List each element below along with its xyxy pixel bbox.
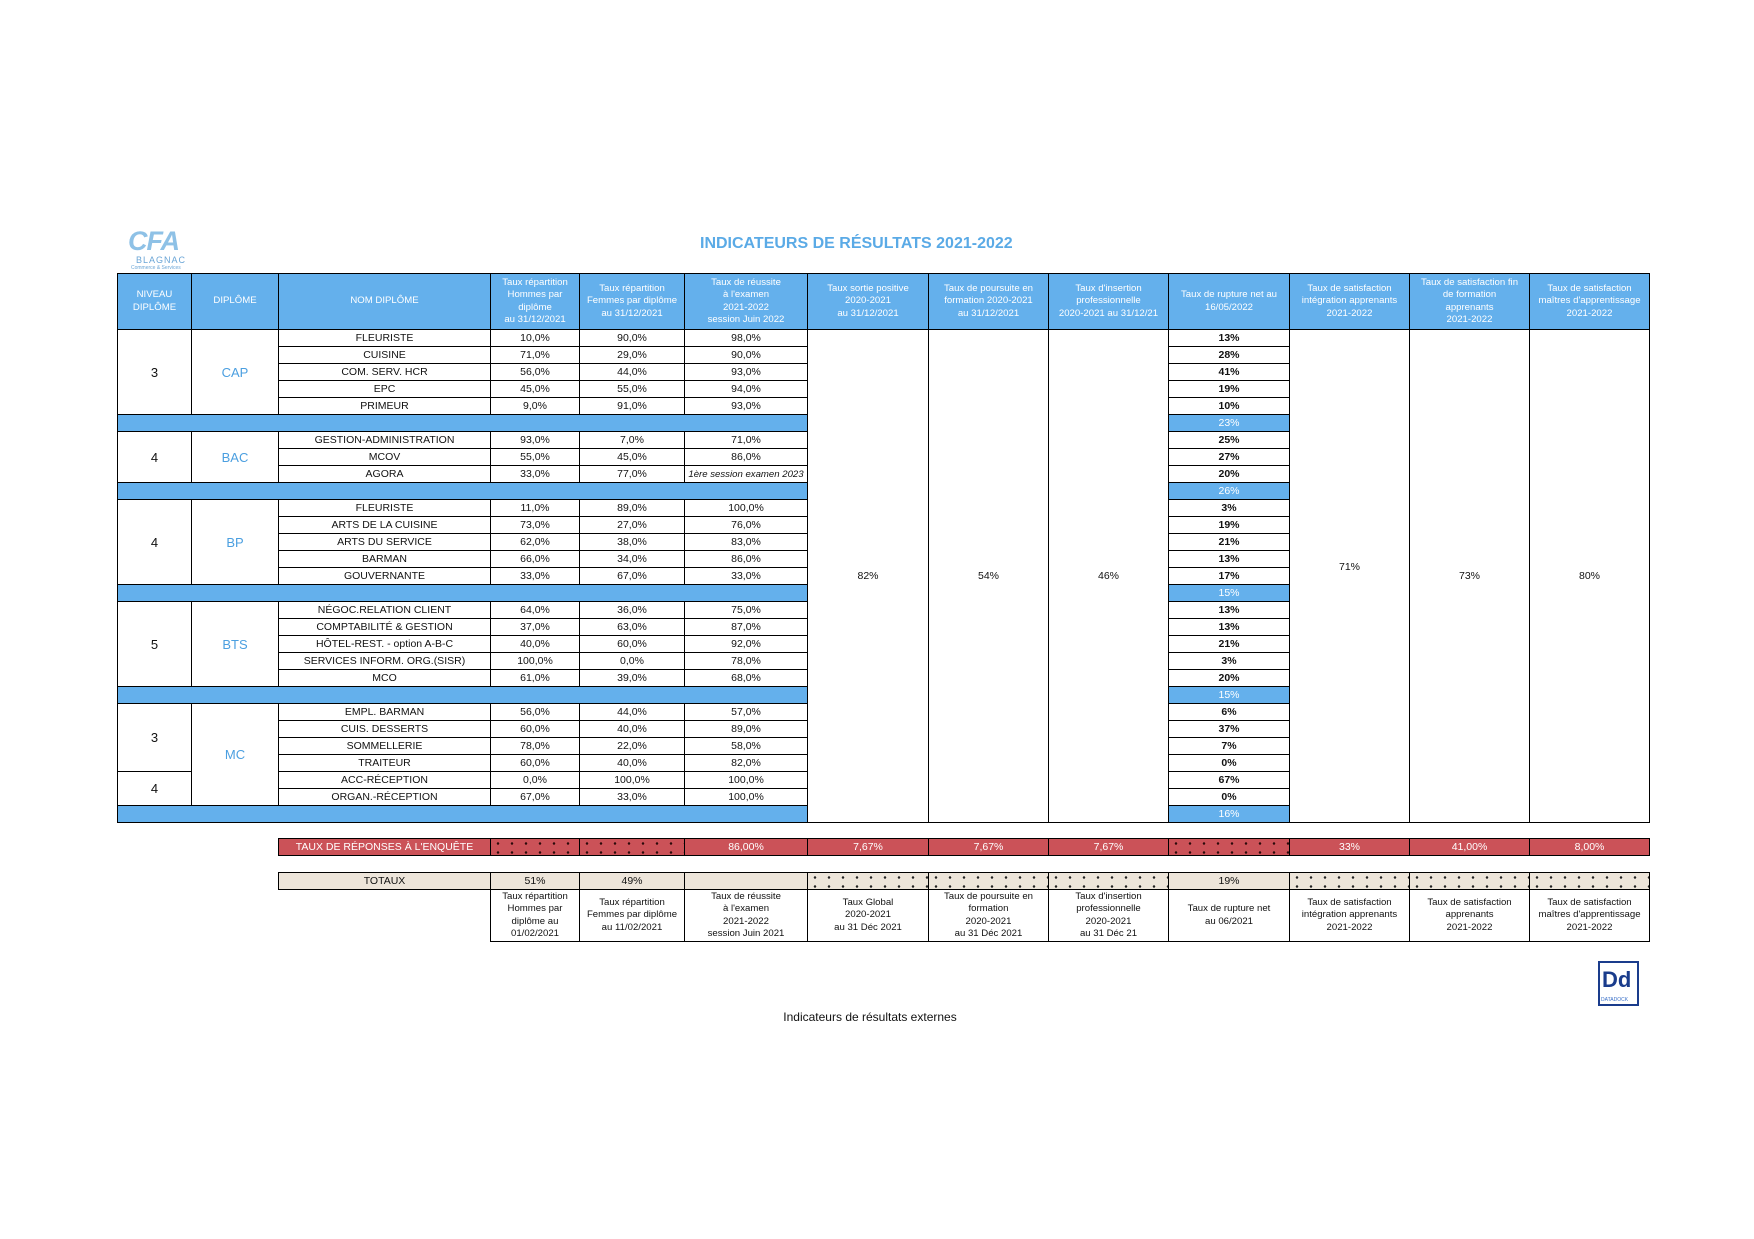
diploma-name: FLEURISTE [278,329,491,347]
column-header: Taux de satisfaction maîtres d'apprentissage 2021-2022 [1529,273,1650,330]
women-rate: 91,0% [579,397,685,415]
success-rate: 71,0% [684,431,808,449]
success-rate: 83,0% [684,533,808,551]
dropout-rate: 0% [1168,788,1290,806]
success-rate: 86,0% [684,448,808,466]
men-rate: 60,0% [490,720,580,738]
dropout-rate: 27% [1168,448,1290,466]
women-rate: 36,0% [579,601,685,619]
column-header: Taux de rupture net au 16/05/2022 [1168,273,1290,330]
success-rate: 1ère session examen 2023 [684,465,808,483]
bottom-header: Taux de poursuite en formation 2020-2021 au 31 Déc 2021 [928,889,1049,942]
dropout-rate: 10% [1168,397,1290,415]
diploma-name: ORGAN.-RÉCEPTION [278,788,491,806]
success-rate: 93,0% [684,363,808,381]
dropout-rate: 17% [1168,567,1290,585]
women-rate: 67,0% [579,567,685,585]
success-rate: 92,0% [684,635,808,653]
level-cell: 4 [117,499,192,585]
men-rate: 55,0% [490,448,580,466]
women-rate: 40,0% [579,720,685,738]
group-dropout-subtotal: 16% [1168,805,1290,823]
men-rate: 33,0% [490,465,580,483]
diploma-name: AGORA [278,465,491,483]
diploma-name: COM. SERV. HCR [278,363,491,381]
diploma-name: CUISINE [278,346,491,364]
dropout-rate: 25% [1168,431,1290,449]
datadock-badge [1598,961,1639,1006]
totals-empty-cell [1529,872,1650,890]
men-rate: 71,0% [490,346,580,364]
dropout-rate: 19% [1168,516,1290,534]
diploma-name: MCOV [278,448,491,466]
column-header: NOM DIPLÔME [278,273,491,330]
survey-response-label: TAUX DE RÉPONSES À L'ENQUÊTE [278,838,491,856]
group-separator [117,414,808,432]
survey-empty-cell [579,838,685,856]
totals-empty-cell [684,872,808,890]
diploma-name: GOUVERNANTE [278,567,491,585]
bottom-header: Taux Global 2020-2021 au 31 Déc 2021 [807,889,929,942]
column-header: NIVEAU DIPLÔME [117,273,192,330]
diploma-name: HÔTEL-REST. - option A-B-C [278,635,491,653]
master-satisfaction: 80% [1529,329,1650,823]
men-rate: 56,0% [490,703,580,721]
level-cell: 4 [117,431,192,483]
men-rate: 37,0% [490,618,580,636]
logo-main: CFA [128,226,179,256]
diploma-name: MCO [278,669,491,687]
bottom-header: Taux d'insertion professionnelle 2020-2021 au 31 Déc 21 [1048,889,1169,942]
men-rate: 56,0% [490,363,580,381]
column-header: Taux sortie positive 2020-2021 au 31/12/2021 [807,273,929,330]
men-rate: 40,0% [490,635,580,653]
diploma-name: ARTS DE LA CUISINE [278,516,491,534]
diploma-type: MC [191,703,279,806]
group-dropout-subtotal: 23% [1168,414,1290,432]
column-header: Taux de satisfaction intégration apprenants 2021-2022 [1289,273,1410,330]
success-rate: 82,0% [684,754,808,772]
column-header: Taux de poursuite en formation 2020-2021 au 31/12/2021 [928,273,1049,330]
women-rate: 90,0% [579,329,685,347]
success-rate: 57,0% [684,703,808,721]
success-rate: 78,0% [684,652,808,670]
men-rate: 9,0% [490,397,580,415]
women-rate: 40,0% [579,754,685,772]
survey-end-training: 41,00% [1409,838,1530,856]
men-rate: 0,0% [490,771,580,789]
diploma-name: SOMMELLERIE [278,737,491,755]
dropout-rate: 13% [1168,329,1290,347]
diploma-name: COMPTABILITÉ & GESTION [278,618,491,636]
dropout-rate: 13% [1168,618,1290,636]
survey-masters: 8,00% [1529,838,1650,856]
survey-empty-cell [490,838,580,856]
bottom-header: Taux de satisfaction intégration apprenants 2021-2022 [1289,889,1410,942]
totals-empty-cell [1289,872,1410,890]
group-dropout-subtotal: 15% [1168,584,1290,602]
dropout-rate: 67% [1168,771,1290,789]
bottom-header: Taux de satisfaction maîtres d'apprentissage 2021-2022 [1529,889,1650,942]
end-training-satisfaction: 73% [1409,329,1530,823]
men-rate: 61,0% [490,669,580,687]
women-rate: 100,0% [579,771,685,789]
men-rate: 45,0% [490,380,580,398]
diploma-name: EPC [278,380,491,398]
survey-continued: 7,67% [928,838,1049,856]
diploma-name: ACC-RÉCEPTION [278,771,491,789]
dropout-rate: 37% [1168,720,1290,738]
totals-empty-cell [1048,872,1169,890]
women-rate: 60,0% [579,635,685,653]
page-title: INDICATEURS DE RÉSULTATS 2021-2022 [700,235,1013,252]
men-rate: 66,0% [490,550,580,568]
women-rate: 27,0% [579,516,685,534]
dropout-rate: 13% [1168,550,1290,568]
totals-dropout: 19% [1168,872,1290,890]
diploma-type: BP [191,499,279,585]
women-rate: 39,0% [579,669,685,687]
success-rate: 76,0% [684,516,808,534]
women-rate: 38,0% [579,533,685,551]
bottom-header: Taux répartition Femmes par diplôme au 11/02/2021 [579,889,685,942]
success-rate: 58,0% [684,737,808,755]
group-separator [117,686,808,704]
bottom-header: Taux de réussite à l'examen 2021-2022 session Juin 2021 [684,889,808,942]
column-header: Taux répartition Femmes par diplôme au 31/12/2021 [579,273,685,330]
success-rate: 87,0% [684,618,808,636]
bottom-header: Taux répartition Hommes par diplôme au 01/02/2021 [490,889,580,942]
footer-caption: Indicateurs de résultats externes [783,1010,957,1024]
group-dropout-subtotal: 15% [1168,686,1290,704]
diploma-name: TRAITEUR [278,754,491,772]
dropout-rate: 19% [1168,380,1290,398]
diploma-type: CAP [191,329,279,415]
level-cell: 3 [117,703,192,772]
bottom-header: Taux de satisfaction apprenants 2021-2022 [1409,889,1530,942]
dropout-rate: 21% [1168,635,1290,653]
success-rate: 33,0% [684,567,808,585]
column-header: Taux de satisfaction fin de formation apprenants 2021-2022 [1409,273,1530,330]
totals-empty-cell [928,872,1049,890]
survey-integration: 33% [1289,838,1410,856]
success-rate: 93,0% [684,397,808,415]
survey-success: 86,00% [684,838,808,856]
men-rate: 93,0% [490,431,580,449]
diploma-name: SERVICES INFORM. ORG.(SISR) [278,652,491,670]
diploma-name: CUIS. DESSERTS [278,720,491,738]
success-rate: 98,0% [684,329,808,347]
women-rate: 89,0% [579,499,685,517]
dropout-rate: 7% [1168,737,1290,755]
diploma-name: NÉGOC.RELATION CLIENT [278,601,491,619]
insertion-rate: 46% [1048,329,1169,823]
women-rate: 63,0% [579,618,685,636]
women-rate: 55,0% [579,380,685,398]
success-rate: 94,0% [684,380,808,398]
men-rate: 78,0% [490,737,580,755]
women-rate: 0,0% [579,652,685,670]
diploma-name: BARMAN [278,550,491,568]
group-dropout-subtotal: 26% [1168,482,1290,500]
logo-city: BLAGNAC [136,255,187,265]
men-rate: 64,0% [490,601,580,619]
level-cell: 3 [117,329,192,415]
column-header: DIPLÔME [191,273,279,330]
men-rate: 10,0% [490,329,580,347]
success-rate: 86,0% [684,550,808,568]
success-rate: 75,0% [684,601,808,619]
column-header: Taux de réussite à l'examen 2021-2022 session Juin 2022 [684,273,808,330]
women-rate: 45,0% [579,448,685,466]
level-cell: 4 [117,771,192,806]
totals-empty-cell [1409,872,1530,890]
survey-empty-cell [1168,838,1290,856]
logo-tagline: Commerce & Services [131,265,181,271]
level-cell: 5 [117,601,192,687]
diploma-type: BTS [191,601,279,687]
success-rate: 68,0% [684,669,808,687]
women-rate: 77,0% [579,465,685,483]
men-rate: 62,0% [490,533,580,551]
totals-empty-cell [807,872,929,890]
women-rate: 34,0% [579,550,685,568]
datadock-caption: DATADOCK [1601,997,1629,1003]
men-rate: 100,0% [490,652,580,670]
dropout-rate: 3% [1168,499,1290,517]
success-rate: 90,0% [684,346,808,364]
survey-insertion: 7,67% [1048,838,1169,856]
group-separator [117,584,808,602]
diploma-name: PRIMEUR [278,397,491,415]
success-rate: 100,0% [684,771,808,789]
dropout-rate: 20% [1168,669,1290,687]
continued-training-rate: 54% [928,329,1049,823]
dropout-rate: 6% [1168,703,1290,721]
women-rate: 33,0% [579,788,685,806]
women-rate: 29,0% [579,346,685,364]
dropout-rate: 21% [1168,533,1290,551]
bottom-header: Taux de rupture net au 06/2021 [1168,889,1290,942]
diploma-name: FLEURISTE [278,499,491,517]
women-rate: 22,0% [579,737,685,755]
dropout-rate: 41% [1168,363,1290,381]
survey-exit: 7,67% [807,838,929,856]
diploma-type: BAC [191,431,279,483]
men-rate: 60,0% [490,754,580,772]
success-rate: 89,0% [684,720,808,738]
success-rate: 100,0% [684,499,808,517]
dropout-rate: 0% [1168,754,1290,772]
group-separator [117,805,808,823]
men-rate: 67,0% [490,788,580,806]
totals-men: 51% [490,872,580,890]
diploma-name: ARTS DU SERVICE [278,533,491,551]
integration-satisfaction: 71% [1289,329,1410,823]
dropout-rate: 28% [1168,346,1290,364]
women-rate: 7,0% [579,431,685,449]
men-rate: 33,0% [490,567,580,585]
datadock-letters: Dd [1602,967,1632,992]
men-rate: 11,0% [490,499,580,517]
men-rate: 73,0% [490,516,580,534]
totals-label: TOTAUX [278,872,491,890]
totals-women: 49% [579,872,685,890]
group-separator [117,482,808,500]
diploma-name: GESTION-ADMINISTRATION [278,431,491,449]
success-rate: 100,0% [684,788,808,806]
positive-exit-rate: 82% [807,329,929,823]
column-header: Taux d'insertion professionnelle 2020-2021 au 31/12/21 [1048,273,1169,330]
women-rate: 44,0% [579,703,685,721]
dropout-rate: 3% [1168,652,1290,670]
dropout-rate: 13% [1168,601,1290,619]
diploma-name: EMPL. BARMAN [278,703,491,721]
dropout-rate: 20% [1168,465,1290,483]
cfa-logo [126,226,196,272]
column-header: Taux répartition Hommes par diplôme au 31/12/2021 [490,273,580,330]
women-rate: 44,0% [579,363,685,381]
